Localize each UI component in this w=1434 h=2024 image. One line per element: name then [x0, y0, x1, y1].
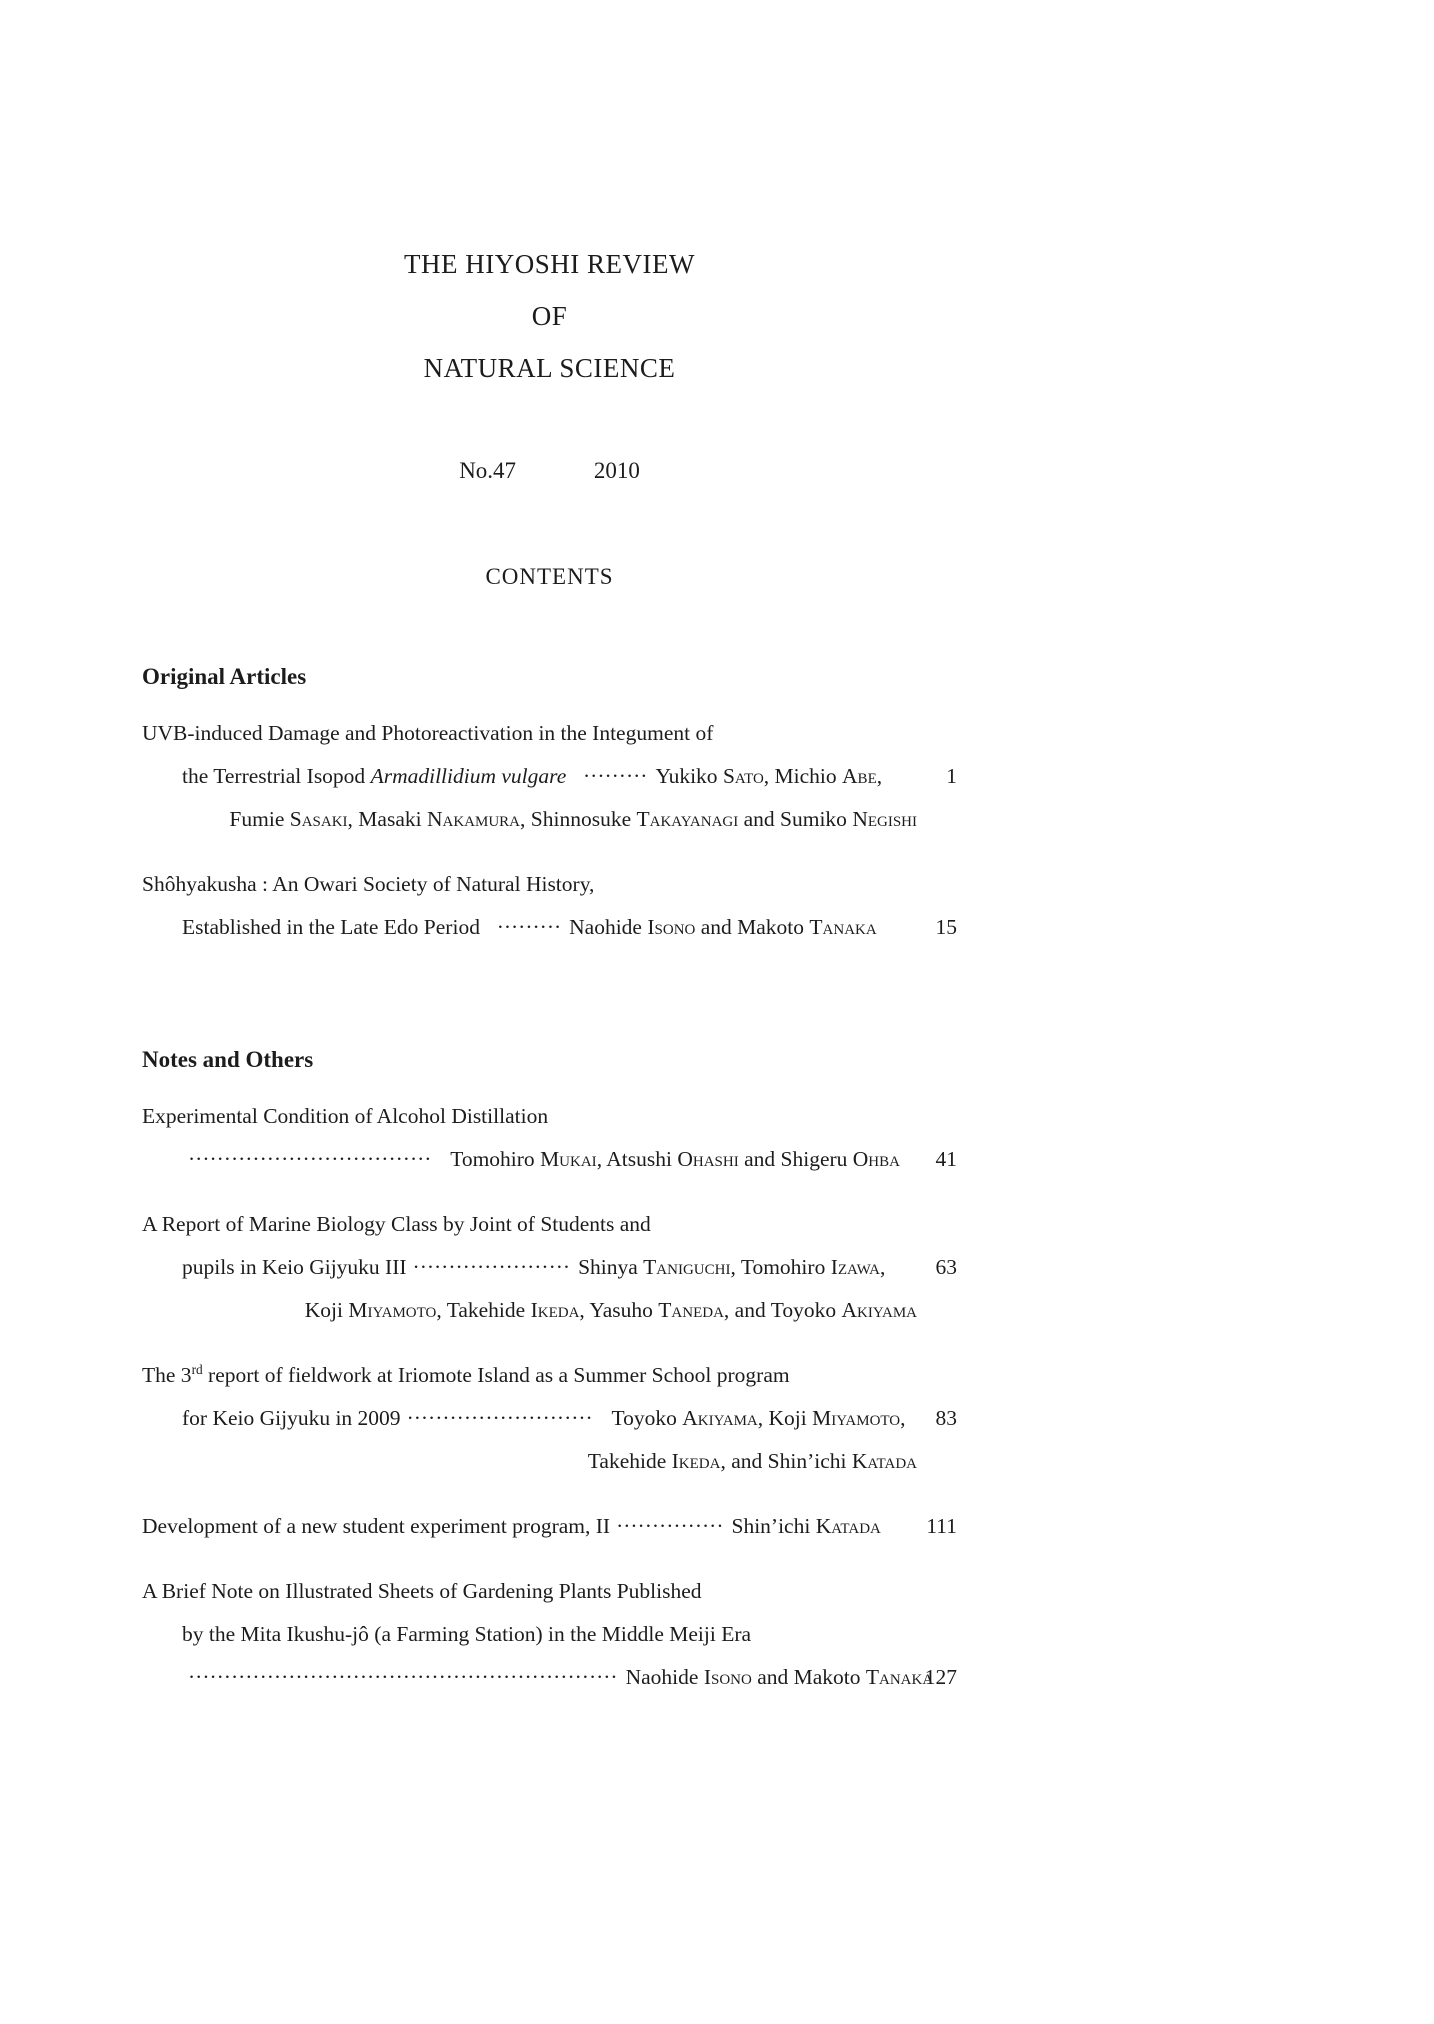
text-run: , Yasuho [579, 1298, 659, 1322]
dot-leader: ········· [583, 764, 648, 788]
toc-line [142, 1397, 957, 1440]
author-surname: Akiyama [682, 1406, 758, 1430]
toc-line-text [142, 1363, 790, 1387]
toc-entry [142, 1570, 957, 1699]
page-number: 15 [935, 915, 957, 939]
toc-line [142, 1289, 957, 1332]
author-surname: Tanaka [865, 1665, 934, 1689]
publication-year: 2010 [593, 458, 640, 483]
toc-line [142, 863, 957, 906]
toc-line [142, 798, 957, 841]
text-run: , [876, 764, 883, 788]
author-surname: Taneda [658, 1298, 724, 1322]
journal-title-line1: THE HIYOSHI REVIEW [404, 249, 695, 279]
toc-entry [142, 1095, 957, 1181]
toc-line-text [142, 1104, 548, 1128]
toc-line [142, 1505, 957, 1548]
page-number: 127 [924, 1665, 957, 1689]
text-run: Shinya [578, 1255, 644, 1279]
author-surname: Tanaka [809, 915, 877, 939]
toc-line-text [182, 906, 917, 949]
toc-line-text [182, 1397, 917, 1440]
toc-section [142, 1045, 957, 1699]
text-run: Experimental Condition of Alcohol Distillation [142, 1104, 549, 1128]
text-run: and Makoto [751, 1665, 866, 1689]
author-surname: Akiyama [841, 1298, 917, 1322]
page-number: 1 [946, 764, 957, 788]
toc-sections [142, 662, 957, 1699]
author-surname: Mukai [540, 1147, 597, 1171]
journal-title [142, 238, 957, 394]
text-run: and Shigeru [738, 1147, 853, 1171]
author-surname: Ohashi [677, 1147, 739, 1171]
text-run: , Atsushi [596, 1147, 678, 1171]
text-run: Koji [304, 1298, 349, 1322]
text-run: A Report of Marine Biology Class by Joint of Students and [142, 1212, 651, 1236]
issue-line [142, 456, 957, 486]
text-run: Fumie [229, 807, 290, 831]
section-heading: Notes and Others [142, 1047, 314, 1072]
text-run: , Shinnosuke [520, 807, 637, 831]
text-run: , Masaki [347, 807, 427, 831]
text-run: Established in the Late Edo Period [182, 915, 491, 939]
section-heading: Original Articles [142, 664, 307, 689]
dot-leader: ···························································· [188, 1665, 618, 1689]
author-surname: Nakamura [426, 807, 521, 831]
page-number: 111 [926, 1514, 957, 1538]
toc-line-text [142, 1505, 917, 1548]
author-surname: Miyamoto [348, 1298, 437, 1322]
text-run: report of fieldwork at Iriomote Island as a Summer School program [202, 1363, 790, 1387]
author-surname: Miyamoto [812, 1406, 901, 1430]
author-surname: Abe [842, 764, 877, 788]
text-run: Armadillidium vulgare [370, 764, 567, 788]
author-surname: Ikeda [671, 1449, 721, 1473]
author-surname: Taniguchi [643, 1255, 731, 1279]
toc-line-text [588, 1449, 917, 1473]
dot-leader: ·································· [188, 1147, 432, 1171]
text-run: , and Shin’ichi [720, 1449, 852, 1473]
toc-line-text [142, 721, 713, 745]
text-run: Toyoko [600, 1406, 683, 1430]
author-surname: Sasaki [289, 807, 348, 831]
toc-line [142, 1613, 957, 1656]
text-run: , and Toyoko [723, 1298, 842, 1322]
toc-line [142, 1095, 957, 1138]
toc-section [142, 662, 957, 949]
toc-entry [142, 863, 957, 949]
text-run: and Sumiko [738, 807, 853, 831]
contents-heading: CONTENTS [485, 564, 614, 589]
issue-number: No.47 [459, 458, 517, 483]
toc-line-text [182, 755, 917, 798]
author-surname: Ikeda [530, 1298, 580, 1322]
toc-entry [142, 1203, 957, 1332]
journal-title-line3: NATURAL SCIENCE [423, 353, 676, 383]
page-number: 83 [935, 1406, 957, 1430]
toc-line-text [182, 1622, 751, 1646]
text-run: , Tomohiro [730, 1255, 831, 1279]
journal-title-line2: OF [531, 301, 568, 331]
author-surname: Isono [647, 915, 696, 939]
toc-entry [142, 1505, 957, 1548]
text-run: , Takehide [436, 1298, 531, 1322]
toc-line [142, 1570, 957, 1613]
author-surname: Negishi [852, 807, 917, 831]
dot-leader: ········· [496, 915, 562, 939]
toc-entry [142, 712, 957, 841]
toc-line-text [142, 1579, 702, 1603]
toc-line [142, 1354, 957, 1397]
author-surname: Isono [703, 1665, 752, 1689]
toc-line-text [142, 1212, 651, 1236]
text-run: and Makoto [695, 915, 810, 939]
toc-line-text [182, 1138, 917, 1181]
text-run: Yukiko [655, 764, 723, 788]
text-run: The 3 [142, 1363, 192, 1387]
page-number: 41 [935, 1147, 957, 1171]
text-run: Naohide [625, 1665, 704, 1689]
text-run: , Michio [763, 764, 843, 788]
text-run: UVB-induced Damage and Photoreactivation in the Integument of [142, 721, 714, 745]
toc-line [142, 906, 957, 949]
toc-line [142, 1656, 957, 1699]
text-run: by the Mita Ikushu-jô (a Farming Station) in the Middle Meiji Era [182, 1622, 752, 1646]
dot-leader: ······················ [412, 1255, 571, 1279]
toc-line-text [229, 807, 917, 831]
author-surname: Izawa [830, 1255, 880, 1279]
toc-line [142, 1138, 957, 1181]
text-run: pupils in Keio Gijyuku III [182, 1255, 407, 1279]
dot-leader: ··············· [616, 1514, 724, 1538]
toc-line [142, 1440, 957, 1483]
text-run: Shôhyakusha : An Owari Society of Natural History, [142, 872, 595, 896]
toc-line-text [305, 1298, 917, 1322]
toc-line-text [182, 1246, 917, 1289]
toc-line-text [182, 1656, 934, 1699]
text-run: A Brief Note on Illustrated Sheets of Gardening Plants Published [142, 1579, 702, 1603]
toc-entry [142, 1354, 957, 1483]
text-run: Development of a new student experiment program, II [142, 1514, 611, 1538]
author-surname: Katada [851, 1449, 917, 1473]
text-run: , [879, 1255, 886, 1279]
text-run: for Keio Gijyuku in 2009 [182, 1406, 401, 1430]
toc-line [142, 755, 957, 798]
author-surname: Ohba [852, 1147, 900, 1171]
text-run: rd [191, 1361, 203, 1377]
text-run: , [900, 1406, 906, 1430]
text-run [566, 764, 577, 788]
toc-line-text [142, 872, 594, 896]
dot-leader: ·························· [406, 1406, 593, 1430]
text-run: Shin’ichi [731, 1514, 816, 1538]
text-run: Naohide [569, 915, 648, 939]
toc-line [142, 712, 957, 755]
page-number: 63 [935, 1255, 957, 1279]
author-surname: Sato [722, 764, 764, 788]
author-surname: Katada [815, 1514, 881, 1538]
text-run: Takehide [587, 1449, 672, 1473]
text-run: the Terrestrial Isopod [182, 764, 371, 788]
author-surname: Takayanagi [636, 807, 739, 831]
text-run: , Koji [757, 1406, 813, 1430]
toc-line [142, 1246, 957, 1289]
toc-line [142, 1203, 957, 1246]
text-run: Tomohiro [439, 1147, 541, 1171]
